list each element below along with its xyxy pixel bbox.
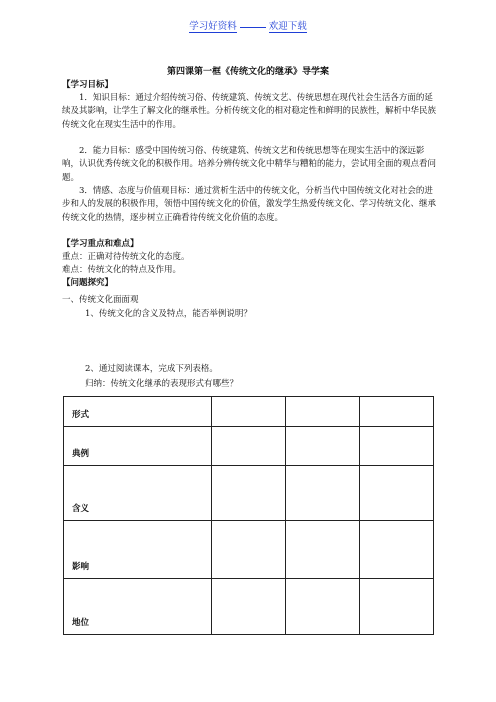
goal-item-emotion: 3．情感、态度与价值观目标：通过赏析生活中的传统文化，分析当代中国传统文化对社会的进步和人的发展的积极作用，领悟中国传统文化的价值，激发学生热爱传统文化、学习传统文化、继承传统文化的热情，逐步树立正确看待传统文化价值的态度。 bbox=[62, 186, 437, 223]
table-cell[interactable] bbox=[286, 427, 360, 466]
page-header bbox=[0, 18, 496, 33]
key-points-heading: 【学习重点和难点】 bbox=[62, 239, 139, 249]
table-row-form bbox=[64, 397, 434, 427]
table-cell[interactable] bbox=[212, 521, 286, 579]
header-left-text: 学习好资料 bbox=[189, 18, 237, 33]
table-row-influence bbox=[64, 521, 434, 579]
inquiry-section-1: 一、传统文化面面观 bbox=[62, 295, 139, 305]
inquiry-question-1: 1、传统文化的含义及特点，能否举例说明？ bbox=[85, 309, 252, 319]
inquiry-question-2: 2、通过阅读课本，完成下列表格。 bbox=[85, 364, 218, 374]
goal-item-ability: 2．能力目标：感受中国传统习俗、传统建筑、传统文艺和传统思想等在现实生活中的深远影响，认识优秀传统文化的积极作用。培养分辨传统文化中精华与糟粕的能力，尝试用全面的观点看问题。 bbox=[62, 146, 437, 183]
inquiry-heading: 【问题探究】 bbox=[62, 278, 114, 288]
key-point-difficulty: 难点：传统文化的特点及作用。 bbox=[62, 265, 182, 275]
key-point-focus: 重点：正确对待传统文化的态度。 bbox=[62, 252, 190, 262]
row-label-form: 形式 bbox=[64, 397, 212, 427]
goals-heading: 【学习目标】 bbox=[62, 80, 114, 90]
page-title: 第四课第一框《传统文化的继承》导学案 bbox=[166, 67, 329, 77]
inquiry-summary: 归纳：传统文化继承的表现形式有哪些？ bbox=[85, 379, 239, 389]
header-right-text: 欢迎下载 bbox=[269, 18, 307, 33]
table-cell[interactable] bbox=[360, 466, 434, 521]
table-cell[interactable] bbox=[360, 427, 434, 466]
row-label-meaning: 含义 bbox=[64, 466, 212, 521]
row-label-example: 典例 bbox=[64, 427, 212, 466]
table-row-example bbox=[64, 427, 434, 466]
table-cell[interactable] bbox=[286, 466, 360, 521]
row-label-influence: 影响 bbox=[64, 521, 212, 579]
table-cell[interactable] bbox=[212, 579, 286, 635]
table-row-meaning bbox=[64, 466, 434, 521]
table-row-status bbox=[64, 579, 434, 635]
table-cell[interactable] bbox=[360, 397, 434, 427]
header-separator-line bbox=[240, 26, 266, 28]
table-cell[interactable] bbox=[286, 579, 360, 635]
table-cell[interactable] bbox=[286, 397, 360, 427]
goal-item-knowledge: 1．知识目标：通过介绍传统习俗、传统建筑、传统文艺、传统思想在现代社会生活各方面的延续及其影响，让学生了解文化的继承性。分析传统文化的相对稳定性和鲜明的民族性，解析中华民族传统文化在现实生活中的作用。 bbox=[62, 93, 437, 130]
table-cell[interactable] bbox=[212, 466, 286, 521]
table-cell[interactable] bbox=[360, 521, 434, 579]
table-cell[interactable] bbox=[212, 427, 286, 466]
table-cell[interactable] bbox=[212, 397, 286, 427]
table-cell[interactable] bbox=[286, 521, 360, 579]
inheritance-form-table bbox=[63, 396, 434, 635]
row-label-status: 地位 bbox=[64, 579, 212, 635]
table-cell[interactable] bbox=[360, 579, 434, 635]
